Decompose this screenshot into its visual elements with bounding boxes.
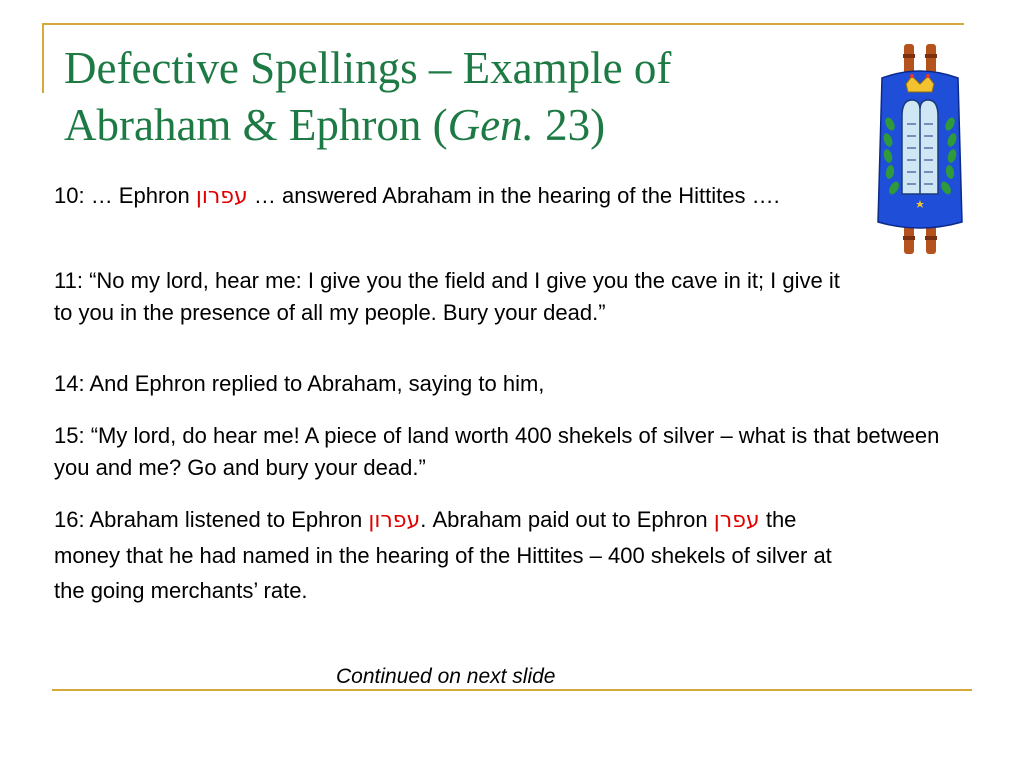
hebrew-ephron-full: עפרון xyxy=(368,508,421,533)
verse-10 xyxy=(54,180,844,213)
verse-16-start: 16: Abraham listened to Ephron xyxy=(54,507,369,532)
top-rule xyxy=(42,23,964,25)
verse-15: 15: “My lord, do hear me! A piece of land worth 400 shekels of silver – what is that between you and me? Go and bury your dead.” xyxy=(54,423,940,480)
continued-note: Continued on next slide xyxy=(336,665,556,688)
title-line-2-end: 23) xyxy=(533,100,606,150)
verse-16-end: the money that he had named in the hearing of the Hittites – 400 shekels of silver at the going merchants’ rate. xyxy=(54,507,832,603)
title-line-2-start: Abraham & Ephron ( xyxy=(64,100,448,150)
verse-14: 14: And Ephron replied to Abraham, saying to him, xyxy=(54,371,545,396)
verse-16 xyxy=(54,502,844,608)
verse-10-start: 10: … Ephron xyxy=(54,183,196,208)
hebrew-ephron-defective: עפרן xyxy=(713,508,760,533)
verse-11: 11: “No my lord, hear me: I give you the field and I give you the cave in it; I give it to you in the presence of all my people. Bury your dead.” xyxy=(54,268,840,325)
title-book-abbrev: Gen. xyxy=(447,100,534,150)
bottom-rule xyxy=(52,689,972,691)
verse-16-middle: . Abraham paid out to Ephron xyxy=(420,507,714,532)
title-line-1: Defective Spellings – Example of xyxy=(64,43,672,93)
torah-scroll-icon xyxy=(872,44,968,254)
verse-10-end: … answered Abraham in the hearing of the Hittites …. xyxy=(247,183,780,208)
left-rule xyxy=(42,23,44,93)
hebrew-ephron-full: עפרון xyxy=(195,184,248,209)
slide-title xyxy=(64,40,844,154)
